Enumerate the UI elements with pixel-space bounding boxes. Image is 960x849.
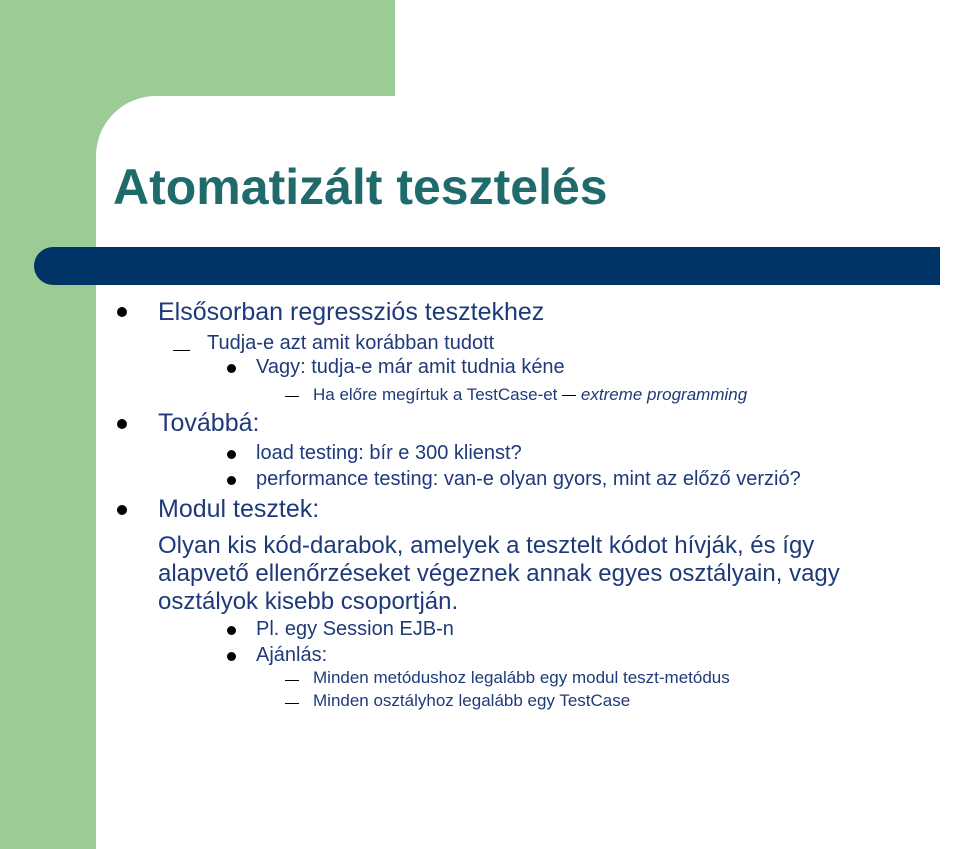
ha-elore-text: Ha előre megírtuk a TestCase-et xyxy=(313,385,558,404)
slide-title: Atomatizált tesztelés xyxy=(113,159,608,215)
bullet-dot-icon xyxy=(117,505,127,515)
dash-icon xyxy=(285,703,299,704)
bullet-dot-icon xyxy=(117,307,127,317)
dash-icon xyxy=(285,396,299,397)
bullet-dot-icon xyxy=(227,476,236,485)
bullet-dot-icon xyxy=(227,626,236,635)
bullet-ajanlas: Ajánlás: xyxy=(256,644,328,666)
bullet-pl-session: Pl. egy Session EJB-n xyxy=(256,618,454,640)
bullet-modul-tesztek: Modul tesztek: xyxy=(158,495,320,523)
bullet-dot-icon xyxy=(227,364,236,373)
title-underline-bar xyxy=(34,247,940,285)
bullet-vagy: Vagy: tudja-e már amit tudnia kéne xyxy=(256,356,565,378)
bullet-dot-icon xyxy=(227,652,236,661)
bullet-dot-icon xyxy=(227,450,236,459)
bullet-performance-testing: performance testing: van-e olyan gyors, mint az előző verzió? xyxy=(256,468,801,490)
bullet-ha-elore xyxy=(313,385,747,405)
dash-icon xyxy=(285,680,299,681)
bullet-tudja: Tudja-e azt amit korábban tudott xyxy=(207,332,495,354)
bullet-load-testing: load testing: bír e 300 klienst? xyxy=(256,442,522,464)
bullet-dot-icon xyxy=(117,419,127,429)
top-green-band xyxy=(0,0,395,96)
dash-icon xyxy=(562,395,576,396)
paragraph-line-2: alapvető ellenőrzéseket végeznek annak egyes osztályain, vagy xyxy=(158,560,840,587)
left-green-band xyxy=(0,0,96,849)
bullet-minden-metodus: Minden metódushoz legalább egy modul teszt-metódus xyxy=(313,668,730,687)
paragraph-line-1: Olyan kis kód-darabok, amelyek a tesztelt kódot hívják, és így xyxy=(158,532,815,559)
paragraph-line-3: osztályok kisebb csoportján. xyxy=(158,588,459,615)
bullet-minden-osztaly: Minden osztályhoz legalább egy TestCase xyxy=(313,691,631,710)
bullet-tovabba: Továbbá: xyxy=(158,409,260,437)
bullet-regression: Elsősorban regressziós tesztekhez xyxy=(158,298,545,326)
dash-icon xyxy=(173,350,190,351)
extreme-programming-text: extreme programming xyxy=(580,385,748,404)
